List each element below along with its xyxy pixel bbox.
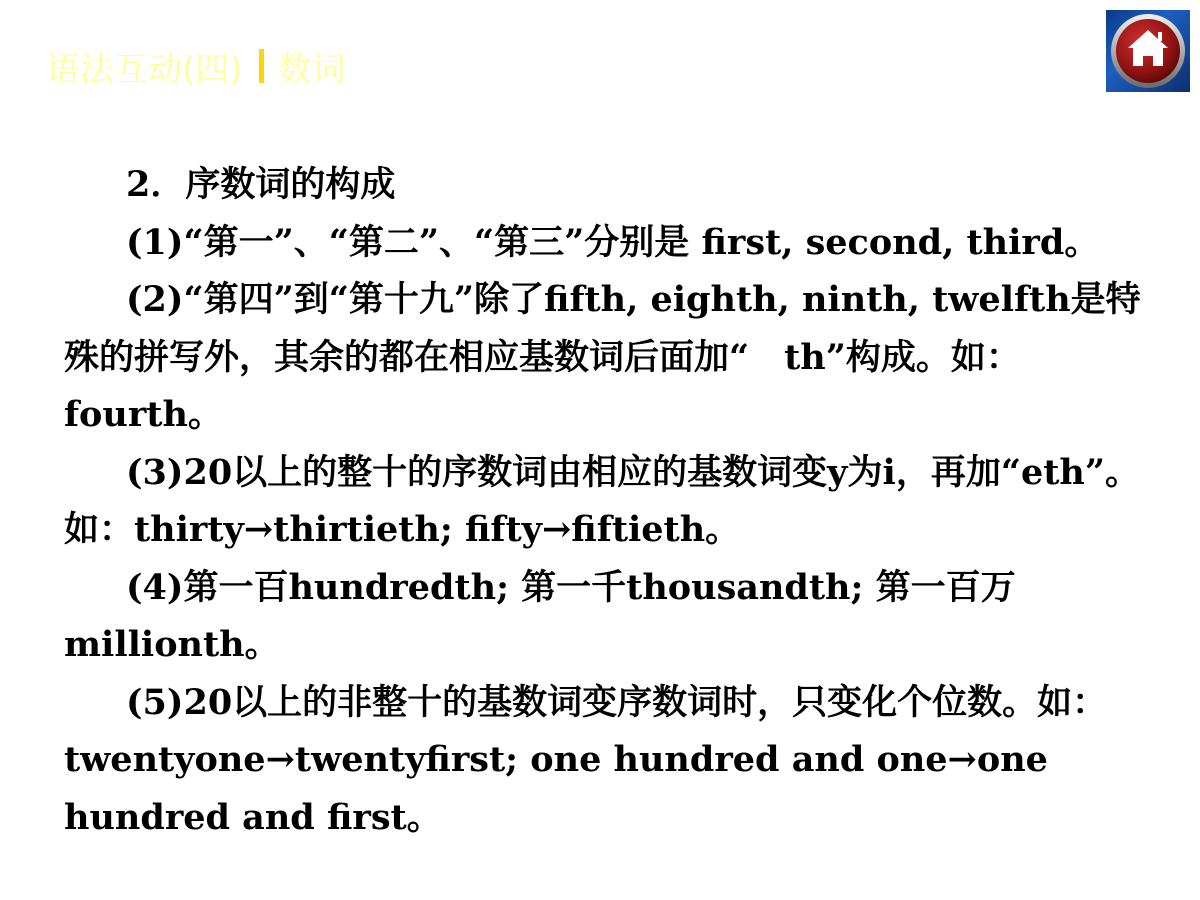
header-topic-title: 数词 xyxy=(277,49,346,90)
section-heading: 2．序数词的构成 xyxy=(126,164,396,205)
rule-paragraph-5: (5)20以上的非整十的基数词变序数词时，只变化个位数。如：twentyone→twentyfirst; one hundred and one→one hundred and first。 xyxy=(64,681,1108,838)
home-icon xyxy=(1106,10,1190,92)
header-separator xyxy=(259,49,264,83)
home-button[interactable] xyxy=(1106,10,1190,92)
page-header xyxy=(46,44,346,88)
rule-paragraph-3: (3)20以上的整十的序数词由相应的基数词变y为i，再加“eth”。如：thirty→thirtieth; fifty→fiftieth。 xyxy=(64,451,1140,550)
content-body xyxy=(64,156,1144,846)
rule-paragraph-1: (1)“第一”、“第二”、“第三”分别是 first, second, third。 xyxy=(126,221,1100,263)
rule-paragraph-2: (2)“第四”到“第十九”除了fifth, eighth, ninth, twelfth是特殊的拼写外，其余的都在相应基数词后面加“ th”构成。如：fourth。 xyxy=(64,279,1141,435)
rule-paragraph-4: (4)第一百hundredth; 第一千thousandth; 第一百万millionth。 xyxy=(64,566,1016,665)
header-section-title: 语法互动(四) xyxy=(46,49,243,90)
